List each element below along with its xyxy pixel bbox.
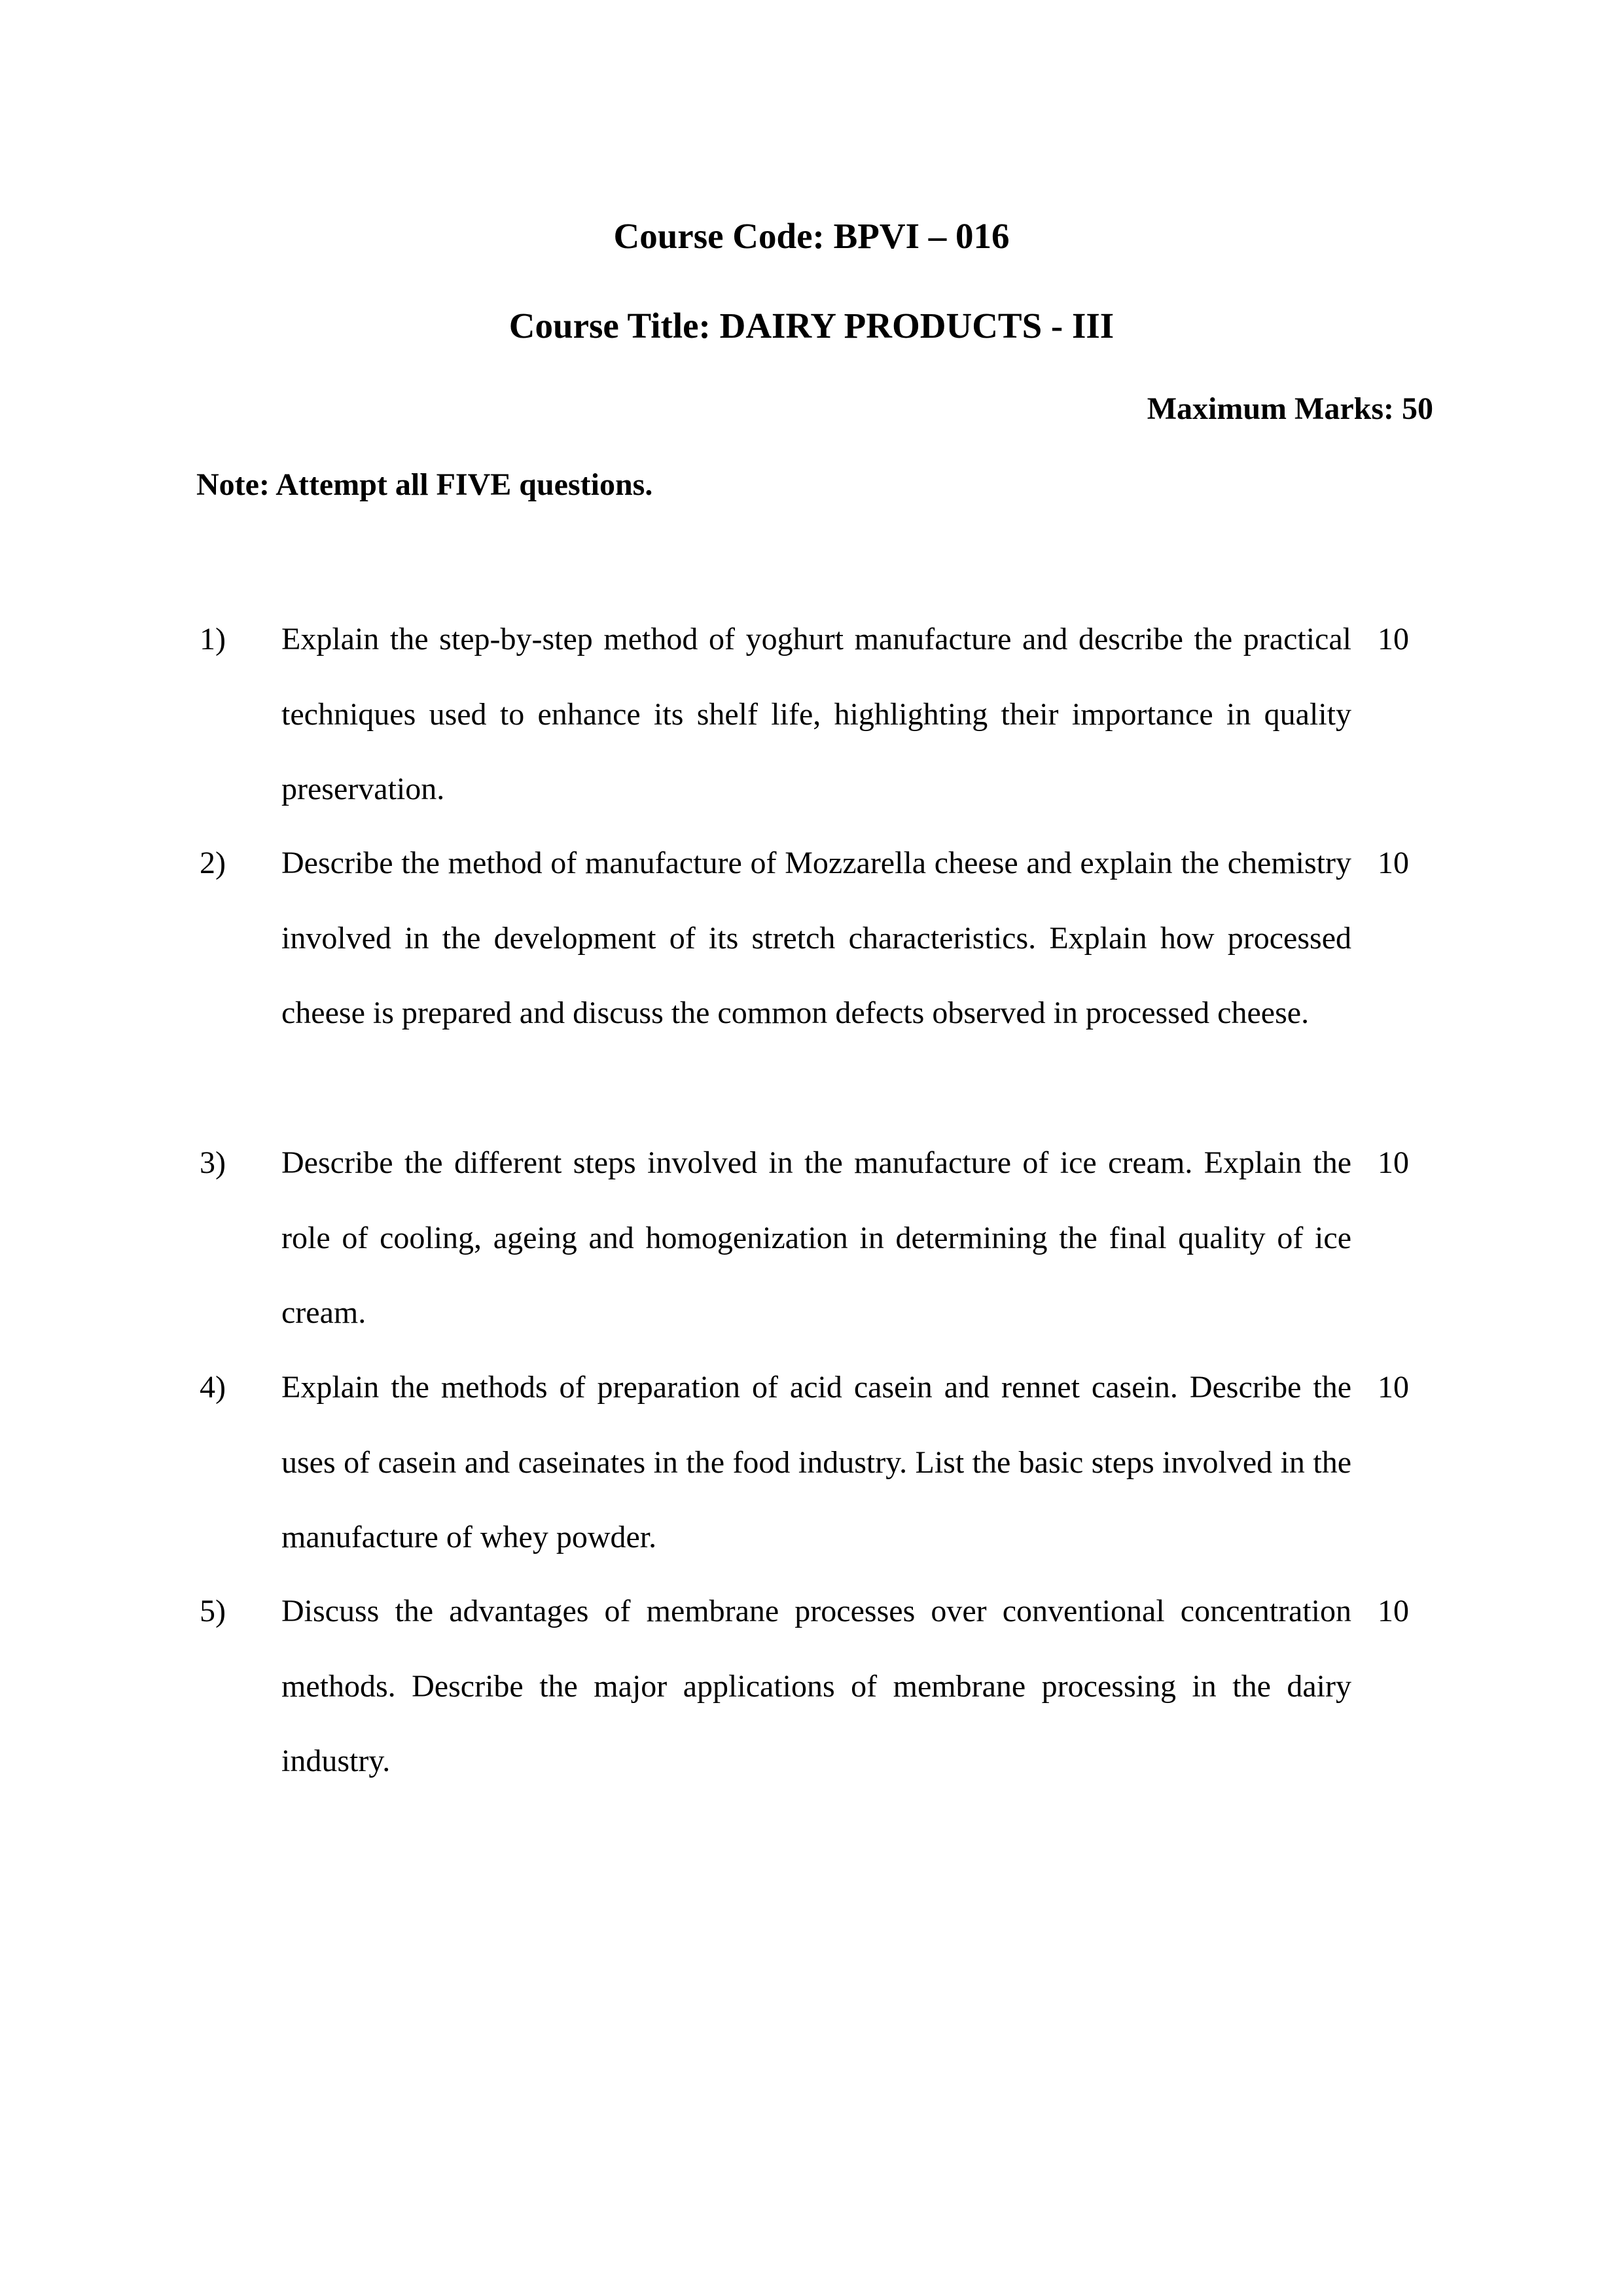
question-number: 2) (200, 846, 226, 880)
question-marks: 10 (1378, 1145, 1409, 1180)
question-marks: 10 (1378, 1594, 1409, 1628)
instructions-note: Note: Attempt all FIVE questions. (196, 467, 653, 502)
question-marks: 10 (1378, 1370, 1409, 1405)
question-marks: 10 (1378, 846, 1409, 880)
question-marks: 10 (1378, 622, 1409, 656)
question-text: Explain the methods of preparation of acid casein and rennet casein. Describe the uses of casein and caseinates in the food industry. List the basic steps involved in the manufacture of whey powder. (281, 1370, 1351, 1554)
question-number: 1) (200, 622, 226, 656)
question-text: Describe the method of manufacture of Mozzarella cheese and explain the chemistry involved in the development of its stretch characteristics. Explain how processed cheese is prepared and discuss the common defects observed in processed cheese. (281, 846, 1351, 1030)
maximum-marks: Maximum Marks: 50 (1147, 391, 1433, 426)
course-code-heading: Course Code: BPVI – 016 (613, 216, 1010, 256)
course-title-heading: Course Title: DAIRY PRODUCTS - III (508, 306, 1115, 346)
question-text: Explain the step-by-step method of yoghurt manufacture and describe the practical techniques used to enhance its shelf life, highlighting their importance in quality preservation. (281, 622, 1351, 806)
question-text: Describe the different steps involved in the manufacture of ice cream. Explain the role of cooling, ageing and homogenization in determining the final quality of ice cream. (281, 1145, 1351, 1330)
question-number: 4) (200, 1370, 226, 1405)
question-text: Discuss the advantages of membrane processes over conventional concentration methods. Describe the major applications of membrane processing in the dairy industry. (281, 1594, 1351, 1778)
question-number: 5) (200, 1594, 226, 1628)
question-number: 3) (200, 1145, 226, 1180)
